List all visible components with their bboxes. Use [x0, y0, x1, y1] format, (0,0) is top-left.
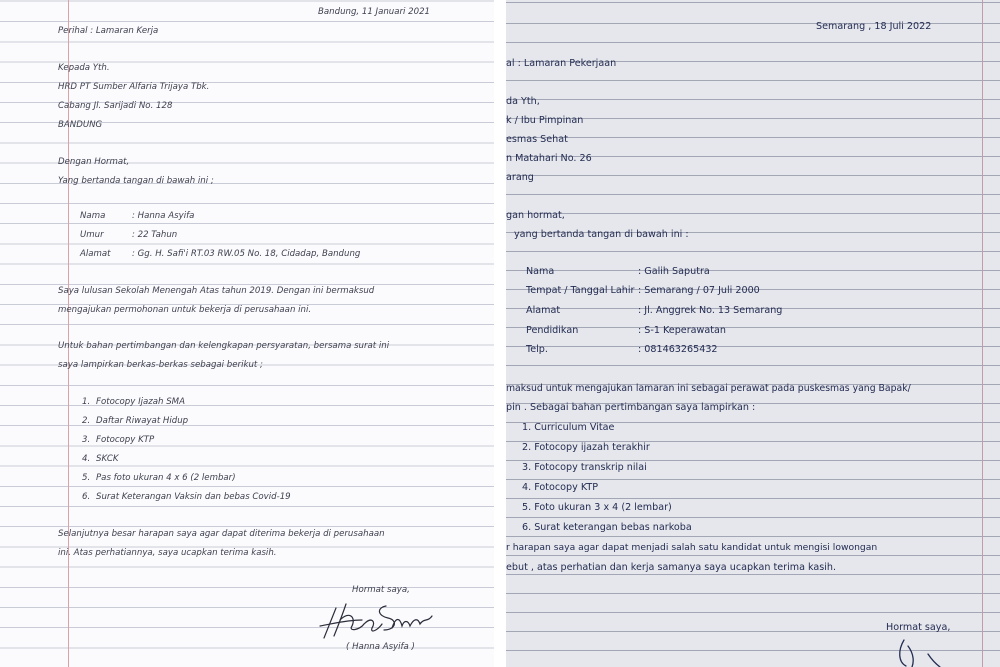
closing-line: r harapan saya agar dapat menjadi salah satu kandidat untuk mengisi lowongan: [506, 542, 878, 553]
personal-row: [526, 344, 718, 356]
personal-value: : Jl. Anggrek No. 13 Semarang: [638, 305, 783, 316]
personal-value: : 081463265432: [638, 344, 718, 355]
body-line: mengajukan permohonan untuk bekerja di perusahaan ini.: [58, 305, 312, 315]
signature-partial: [892, 636, 952, 667]
personal-row: [526, 285, 760, 297]
personal-value: : Semarang / 07 Juli 2000: [638, 285, 760, 296]
intro-line: Yang bertanda tangan di bawah ini ;: [58, 176, 214, 186]
attachment-item: 5. Foto ukuran 3 x 4 (2 lembar): [522, 502, 672, 513]
personal-value: : 22 Tahun: [132, 230, 178, 240]
personal-label: Pendidikan: [526, 325, 579, 336]
personal-label: Tempat / Tanggal Lahir: [526, 285, 635, 296]
body-line: Saya lulusan Sekolah Menengah Atas tahun 2019. Dengan ini bermaksud: [58, 286, 375, 296]
personal-row: [526, 305, 782, 317]
recipient-line: n Matahari No. 26: [506, 153, 592, 164]
recipient-line: da Yth,: [506, 96, 540, 107]
greeting: Dengan Hormat,: [58, 157, 130, 167]
left-letter-page: [0, 0, 494, 667]
recipient-line: Kepada Yth.: [58, 63, 110, 73]
attachment-item: 3. Fotocopy KTP: [82, 435, 155, 445]
sign-off: Hormat saya,: [886, 622, 951, 633]
recipient-line: Cabang Jl. Sarijadi No. 128: [58, 101, 173, 111]
personal-label: Nama: [80, 211, 106, 221]
recipient-line: esmas Sehat: [506, 134, 568, 145]
letter-date: Bandung, 11 Januari 2021: [318, 7, 431, 17]
body-line: maksud untuk mengajukan lamaran ini sebagai perawat pada puskesmas yang Bapak/: [506, 383, 911, 394]
personal-label: Telp.: [526, 344, 548, 355]
greeting: gan hormat,: [506, 210, 565, 221]
letter-subject: al : Lamaran Pekerjaan: [506, 58, 617, 69]
recipient-line: HRD PT Sumber Alfaria Trijaya Tbk.: [58, 82, 210, 92]
recipient-line: arang: [506, 172, 534, 183]
attachment-item: 1. Fotocopy Ijazah SMA: [82, 397, 185, 407]
body-line: pin . Sebagai bahan pertimbangan saya lampirkan :: [506, 402, 756, 413]
personal-value: : Hanna Asyifa: [132, 211, 195, 221]
sign-off: Hormat saya,: [352, 585, 410, 595]
right-letter-page: [506, 0, 1000, 667]
letter-date: Semarang , 18 Juli 2022: [816, 21, 932, 32]
attachment-item: 2. Fotocopy ijazah terakhir: [522, 442, 650, 453]
personal-row: [80, 248, 360, 260]
attachment-item: 2. Daftar Riwayat Hidup: [82, 416, 189, 426]
personal-value: : S-1 Keperawatan: [638, 325, 726, 336]
attachment-item: 6. Surat Keterangan Vaksin dan bebas Covid-19: [82, 492, 291, 502]
margin-line: [982, 0, 983, 667]
intro-line: yang bertanda tangan di bawah ini :: [514, 229, 689, 240]
attachment-item: 4. SKCK: [82, 454, 119, 464]
attachment-item: 5. Pas foto ukuran 4 x 6 (2 lembar): [82, 473, 236, 483]
letter-subject: Perihal : Lamaran Kerja: [58, 26, 159, 36]
closing-line: Selanjutnya besar harapan saya agar dapat diterima bekerja di perusahaan: [58, 529, 385, 539]
personal-label: Nama: [526, 266, 555, 277]
personal-value: : Gg. H. Safi'i RT.03 RW.05 No. 18, Cidadap, Bandung: [132, 249, 361, 259]
attachment-item: 1. Curriculum Vitae: [522, 422, 615, 433]
personal-row: [526, 325, 726, 337]
personal-label: Alamat: [526, 305, 561, 316]
personal-row: [80, 210, 194, 222]
signature-image: [316, 596, 438, 640]
attachment-item: 6. Surat keterangan bebas narkoba: [522, 522, 692, 533]
personal-row: [80, 229, 177, 241]
body-line: Untuk bahan pertimbangan dan kelengkapan persyaratan, bersama surat ini: [58, 341, 390, 351]
personal-label: Umur: [80, 230, 104, 240]
closing-line: ini. Atas perhatiannya, saya ucapkan terima kasih.: [58, 548, 277, 558]
personal-label: Alamat: [80, 249, 111, 259]
signer-name: ( Hanna Asyifa ): [346, 642, 415, 652]
attachment-item: 3. Fotocopy transkrip nilai: [522, 462, 647, 473]
body-line: saya lampirkan berkas-berkas sebagai berikut ;: [58, 360, 263, 370]
attachment-item: 4. Fotocopy KTP: [522, 482, 599, 493]
recipient-line: BANDUNG: [58, 120, 103, 130]
personal-value: : Galih Saputra: [638, 266, 710, 277]
recipient-line: k / Ibu Pimpinan: [506, 115, 584, 126]
closing-line: ebut , atas perhatian dan kerja samanya saya ucapkan terima kasih.: [506, 562, 837, 573]
personal-row: [526, 266, 710, 278]
